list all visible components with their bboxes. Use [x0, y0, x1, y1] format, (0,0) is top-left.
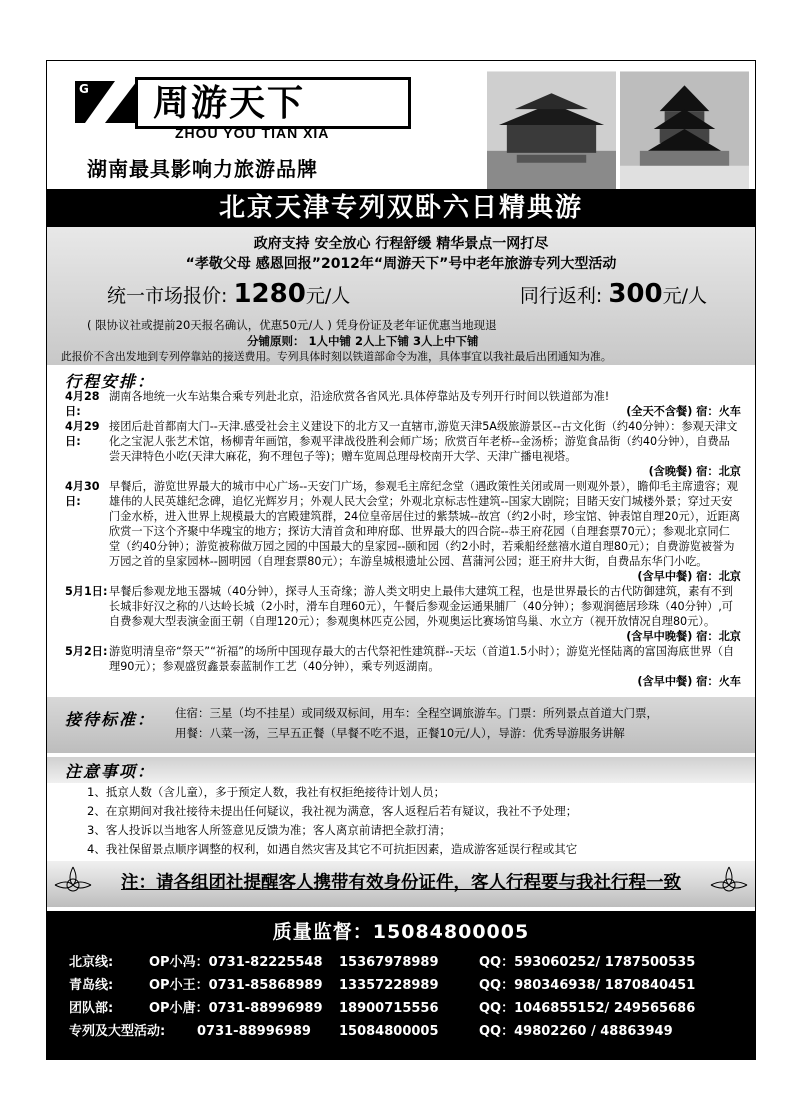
discount-note: ( 限协议社或提前20天报名确认，优惠50元/人 ) 凭身份证及老年证优惠当地现退 — [87, 318, 497, 332]
itinerary-day: 5月2日: 游览明清皇帝“祭天”“祈福”的场所中国现存最大的古代祭祀性建筑群--天坛（首道1.5小时）；游览光怪陆离的富国海底世界（自理90元）；参观盛贸鑫景泰蓝制作工艺（40分钟），乘专列返湖南。 (含早中餐) 宿：火车 — [65, 645, 741, 688]
berth-rule: 分铺原则： 1人中铺 2人上下铺 3人上中下铺 — [247, 334, 479, 348]
contact-footer — [47, 911, 755, 1059]
brand-tagline: 湖南最具影响力旅游品牌 — [87, 157, 318, 181]
logo-text: 周游天下 — [153, 82, 306, 124]
page-title: 北京天津专列双卧六日精典游 — [47, 189, 755, 227]
flyer-sheet — [46, 60, 756, 1060]
price-row — [107, 279, 707, 315]
slogan-line-1: 政府支持 安全放心 行程舒缓 精华景点一网打尽 — [253, 236, 549, 252]
tiananmen-photo — [487, 71, 616, 191]
logo-pinyin: ZHOU YOU TIAN XIA — [175, 125, 330, 141]
contact-row: 北京线: OP小冯：0731-82225548 15367978989 QQ：593060252/ 1787500535 — [69, 955, 696, 970]
note-item: 3、客人投诉以当地客人所签意见反馈为准；客人离京前请把全款打清； — [87, 823, 451, 837]
itinerary-day: 4月28日: 湖南各地统一火车站集合乘专列赴北京，沿途欣赏各省风光.具体停靠站及专列开行时间以铁道部为准! (全天不含餐) 宿：火车 — [65, 390, 741, 418]
contact-row: 青岛线: OP小王：0731-85868989 13357228989 QQ：980346938/ 1870840451 — [69, 978, 696, 993]
note-item: 1、抵京人数（含儿童），多于预定人数，我社有权拒绝接待计划人员； — [87, 785, 446, 799]
standards-text: 住宿：三星（均不挂星）或同级双标间，用车：全程空调旅游车。门票：所列景点首道大门票， 用餐：八菜一汤，三早五正餐（早餐不吃不退，正餐10元/人），导游：优秀导游服务讲解 — [175, 706, 658, 740]
note-item: 2、在京期间对我社接待未提出任何疑议，我社视为满意，客人返程后若有疑议，我社不予处理； — [87, 804, 578, 818]
itinerary-day: 4月30日: 早餐后，游览世界最大的城市中心广场--天安门广场，参观毛主席纪念堂（遇政策性关闭或周一则观外景），瞻仰毛主席遗容；观雄伟的人民英雄纪念碑，追忆光辉岁月；外观人民大会堂；外观北京标志性建筑--国家大剧院；目睹天安门城楼外景；穿过天安门金水桥，进入世界上规模最大的宫殿建筑群，24位皇帝居住过的紫禁城--故宫（约2小时，珍宝馆、钟表馆自理20元），近距离欣赏一下这个齐聚中华瑰宝的地方；探访大清首贪和珅府邸、世界最大的四合院--恭王府花园（自理套票70元）；参观北京同仁堂（约40分钟）；游览被称做万园之园的中国最大的皇家园--颐和园（约2小时，若乘船经慈禧水道自理80元）；自费游览被誉为万园之首的皇家园林--圆明园（自理套票80元）；车游皇城根遗址公园、菖蒲河公园；逛王府井大街，自费品东华门小吃。 (含早中餐) 宿：北京 — [65, 480, 741, 583]
standards-label: 接待标准： — [65, 710, 156, 729]
rebate-price: 同行返利: 300元/人 — [519, 279, 707, 309]
slogan-line-2: “孝敬父母 感恩回报”2012年“周游天下”号中老年旅游专列大型活动 — [185, 256, 617, 272]
temple-of-heaven-photo — [620, 71, 749, 191]
company-logo — [75, 71, 415, 123]
itinerary-day: 4月29日: 接团后赴首都南大门--天津.感受社会主义建设下的北方又一直辖市,游览天津5A级旅游景区--古文化街（约40分钟）：参观天津文化之宝泥人张艺术馆，杨柳青年画馆，参观平津战役胜利会师广场；欣赏百年老桥--金汤桥；游览食品街（约40分钟），自费品尝天津特色小吃(天津大麻花，狗不理包子等)；赠车览周总理母校南开大学、天津广播电视塔。 (含晚餐) 宿：北京 — [65, 420, 741, 478]
warning-text: 注：请各组团社提醒客人携带有效身份证件，客人行程要与我社行程一致 — [121, 873, 681, 893]
market-price: 统一市场报价: 1280元/人 — [107, 279, 351, 309]
svg-text:G: G — [79, 82, 89, 96]
itinerary-day: 5月1日: 早餐后参观龙地玉器城（40分钟），探寻人玉奇缘；游人类文明史上最伟大建筑工程，也是世界最长的古代防御建筑，素有不到长城非好汉之称的八达岭长城（2小时，滑车自理60元），午餐后参观金运通果脯厂（40分钟）；参观润德居珍珠（40分钟）,可自费参观大型表演金面王朝（自理120元）；参观奥林匹克公园，外观奥运比赛场馆鸟巢、水立方（视开放情况自理80元）。 (含早中晚餐) 宿：北京 — [65, 585, 741, 643]
price-disclaimer: 此报价不含出发地到专列停靠站的接送费用。专列具体时刻以铁道部命令为准，具体事宜以我社最后出团通知为准。 — [61, 350, 612, 363]
contact-row: 团队部: OP小唐：0731-88996989 18900715556 QQ：1046855152/ 249565686 — [69, 1001, 696, 1016]
photo-strip — [487, 71, 749, 191]
quality-hotline: 质量监督：15084800005 — [272, 921, 530, 943]
note-item: 4、我社保留景点顺序调整的权利，如遇自然灾害及其它不可抗拒因素，造成游客延误行程或其它 — [87, 842, 578, 856]
contact-list — [69, 951, 749, 1043]
itinerary — [65, 389, 741, 689]
contact-row: 专列及大型活动: 0731-88996989 15084800005 QQ：49802260 / 48863949 — [69, 1024, 673, 1039]
itinerary-label: 行程安排： — [65, 372, 156, 391]
notes-label: 注意事项： — [65, 762, 156, 781]
